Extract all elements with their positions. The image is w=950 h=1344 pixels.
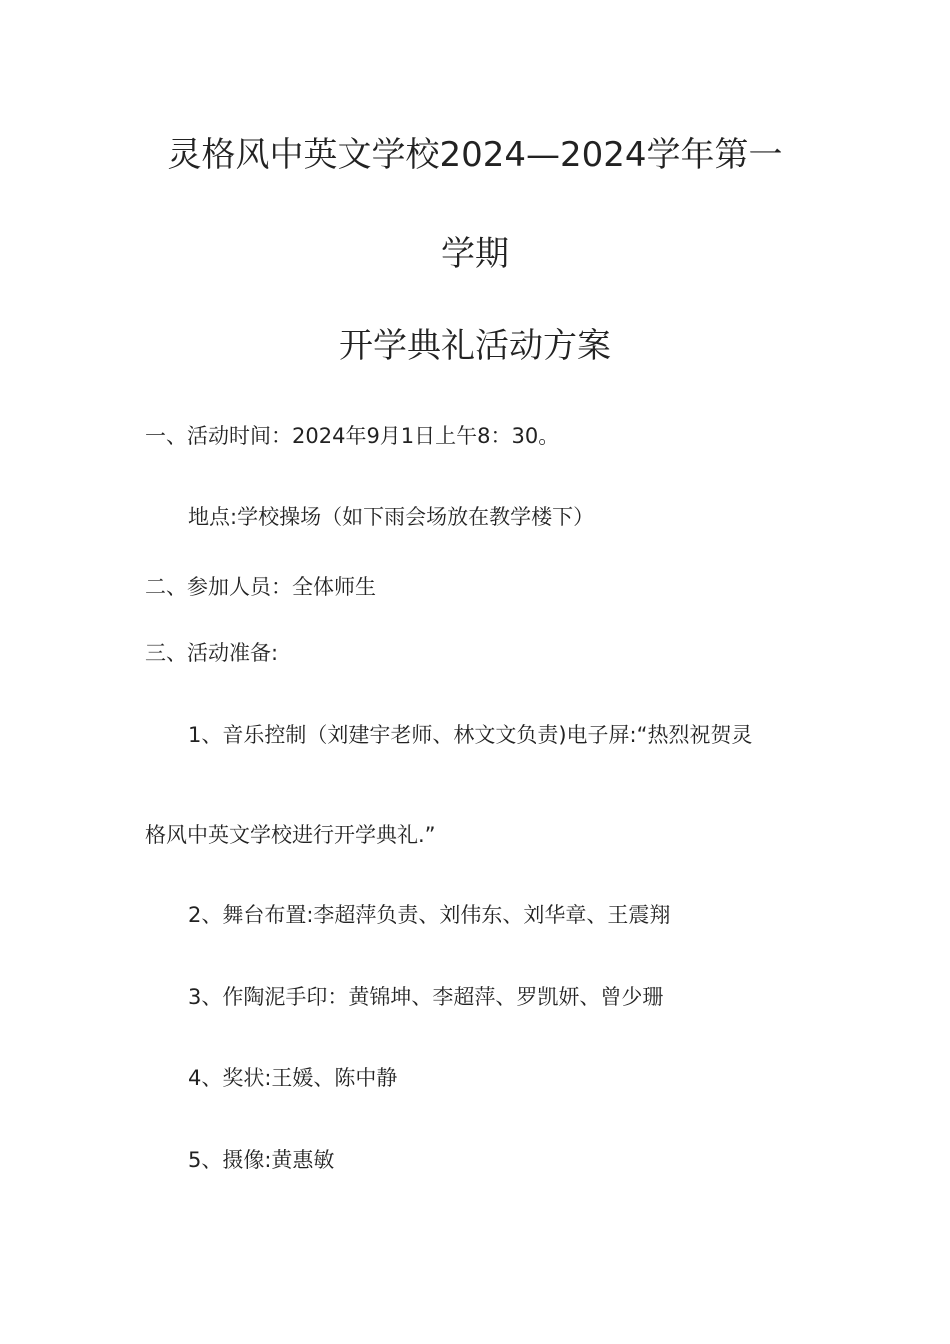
- document-title-line-1: 灵格风中英文学校2024—2024学年第一: [167, 135, 783, 175]
- paragraph-item-music-continued: 格风中英文学校进行开学典礼.”: [145, 823, 436, 847]
- document-title-line-2: 学期: [441, 234, 509, 274]
- paragraph-activity-time: 一、活动时间：2024年9月1日上午8：30。: [145, 424, 560, 448]
- paragraph-item-video: 5、摄像:黄惠敏: [188, 1148, 335, 1172]
- paragraph-item-handprint: 3、作陶泥手印：黄锦坤、李超萍、罗凯妍、曾少珊: [188, 985, 664, 1009]
- paragraph-location: 地点:学校操场（如下雨会场放在教学楼下）: [188, 505, 595, 529]
- paragraph-item-certificates: 4、奖状:王媛、陈中静: [188, 1066, 398, 1090]
- paragraph-preparation-heading: 三、活动准备:: [145, 641, 279, 665]
- document-title-line-3: 开学典礼活动方案: [339, 326, 611, 366]
- paragraph-item-music: 1、音乐控制（刘建宇老师、林文文负责)电子屏:“热烈祝贺灵: [188, 723, 753, 747]
- paragraph-participants: 二、参加人员：全体师生: [145, 575, 376, 599]
- paragraph-item-stage: 2、舞台布置:李超萍负责、刘伟东、刘华章、王震翔: [188, 903, 671, 927]
